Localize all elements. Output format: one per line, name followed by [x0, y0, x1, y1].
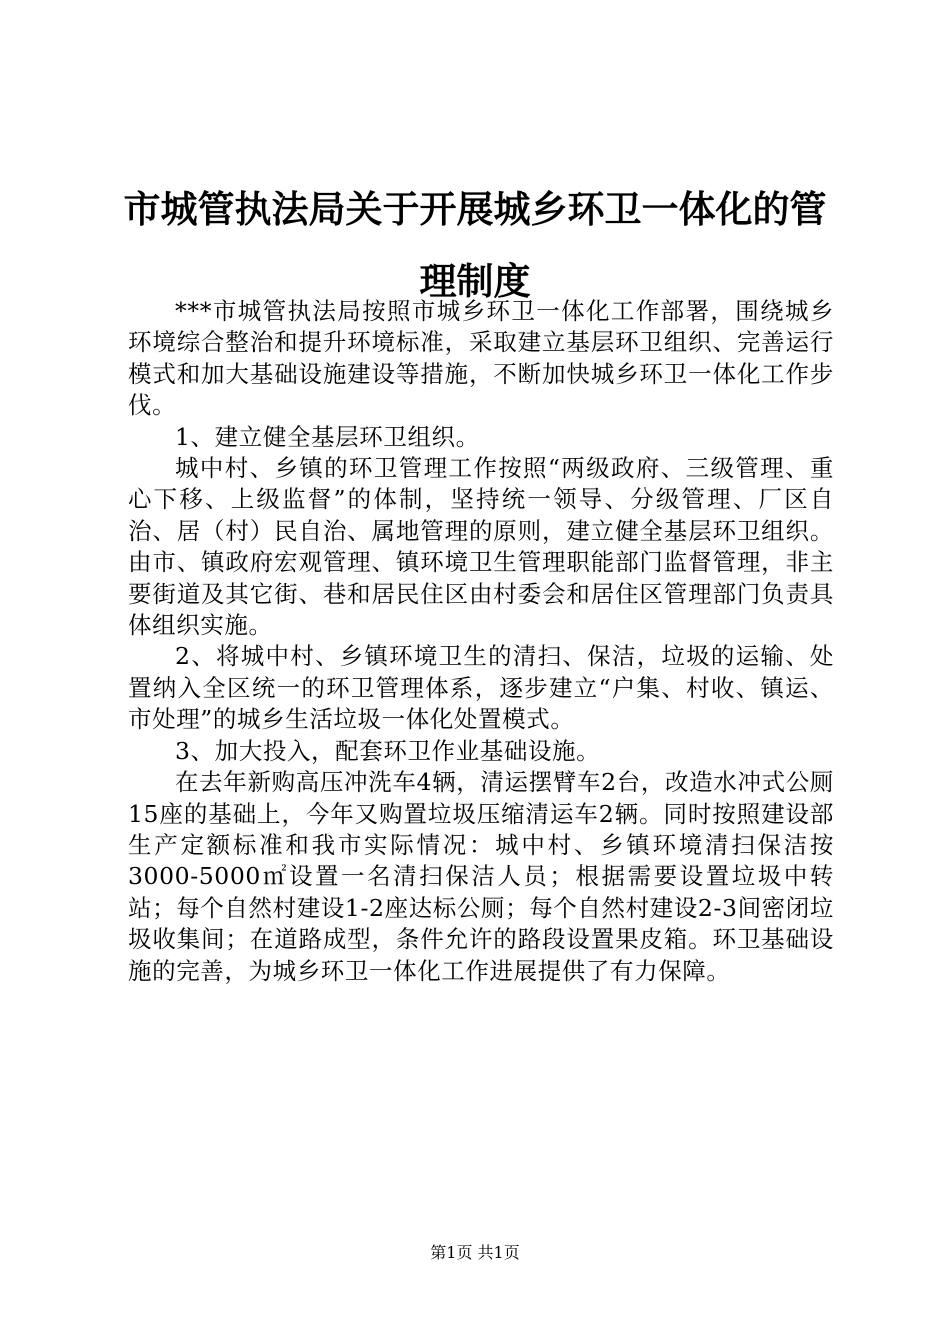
- paragraph-body-2: 2、将城中村、乡镇环境卫生的清扫、保洁，垃圾的运输、处置纳入全区统一的环卫管理体系，逐步建立“户集、村收、镇运、市处理”的城乡生活垃圾一体化处置模式。: [128, 642, 834, 734]
- document-title: 市城管执法局关于开展城乡环卫一体化的管理制度: [123, 188, 827, 303]
- document-body: [128, 296, 834, 987]
- page-footer: 第1页 共1页: [430, 1243, 520, 1262]
- paragraph-heading-3: 3、加大投入，配套环卫作业基础设施。: [175, 736, 601, 765]
- paragraph-heading-1: 1、建立健全基层环卫组织。: [175, 422, 480, 451]
- paragraph-body-3: 在去年新购高压冲洗车4辆，清运摆臂车2台，改造水冲式公厕15座的基础上，今年又购置垃圾压缩清运车2辆。同时按照建设部生产定额标准和我市实际情况：城中村、乡镇环境清扫保洁按3000-5000㎡设置一名清扫保洁人员；根据需要设置垃圾中转站；每个自然村建设1-2座达标公厕；每个自然村建设2-3间密闭垃圾收集间；在道路成型，条件允许的路段设置果皮箱。环卫基础设施的完善，为城乡环卫一体化工作进展提供了有力保障。: [128, 768, 834, 985]
- paragraph-intro: ***市城管执法局按照市城乡环卫一体化工作部署，围绕城乡环境综合整治和提升环境标准，采取建立基层环卫组织、完善运行模式和加大基础设施建设等措施，不断加快城乡环卫一体化工作步伐。: [128, 297, 834, 420]
- paragraph-body-1: 城中村、乡镇的环卫管理工作按照“两级政府、三级管理、重心下移、上级监督”的体制，坚持统一领导、分级管理、厂区自治、居（村）民自治、属地管理的原则，建立健全基层环卫组织。由市、镇政府宏观管理、镇环境卫生管理职能部门监督管理，非主要街道及其它街、巷和居民住区由村委会和居住区管理部门负责具体组织实施。: [128, 454, 834, 640]
